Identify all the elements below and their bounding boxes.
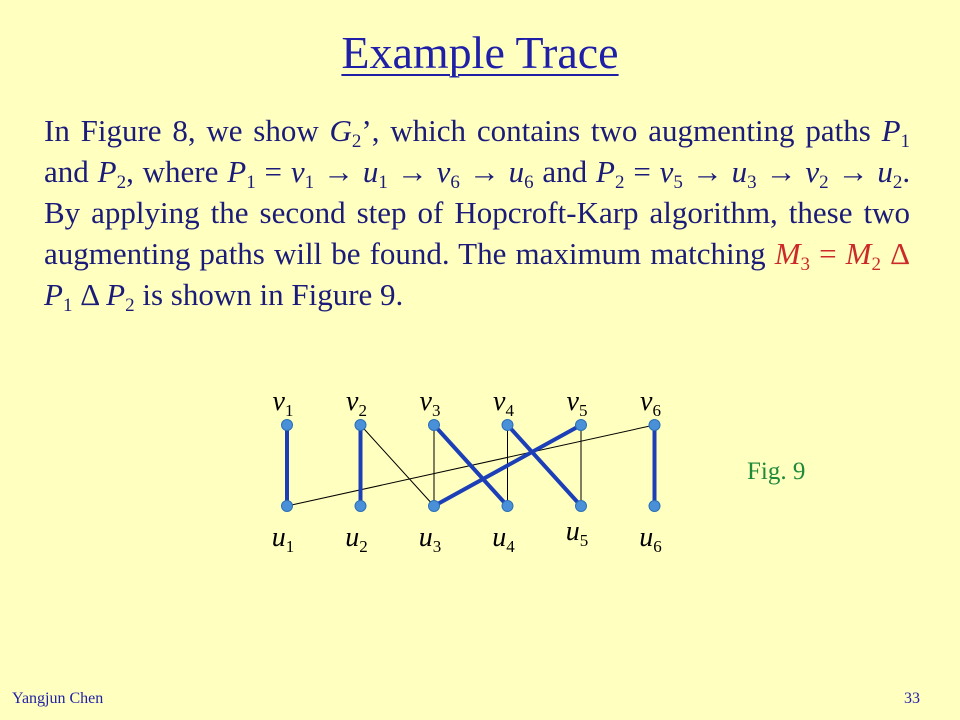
paragraph-run: 1 [378, 172, 388, 193]
node-label-letter: u [565, 516, 580, 547]
paragraph-run: P [227, 154, 247, 189]
node-u1 [282, 501, 293, 512]
paragraph-run: = [255, 154, 291, 189]
node-label-letter: v [419, 386, 432, 417]
paragraph-run: . By applying the second step of Hopcroft-Karp algorithm, these two augmenting paths will be found. The maximum matching [44, 154, 911, 271]
figure-caption: Fig. 9 [747, 458, 806, 485]
node-label-subscript: 2 [359, 537, 368, 556]
matched-edge-v4-u5 [508, 425, 582, 506]
node-label-letter: v [346, 386, 359, 417]
node-label-letter: u [492, 522, 507, 553]
paragraph-run: 2 [125, 295, 135, 316]
paragraph-run: → [459, 154, 509, 189]
node-label-v4 [493, 386, 514, 420]
node-label-u5 [566, 516, 589, 550]
paragraph-run: v [290, 154, 305, 189]
paragraph-run: 2 [351, 131, 362, 152]
node-label-subscript: 4 [505, 401, 514, 420]
paragraph-run: 3 [800, 254, 811, 275]
paragraph-run: 1 [900, 131, 910, 152]
node-label-subscript: 5 [578, 401, 588, 420]
node-label-subscript: 5 [579, 531, 589, 550]
node-label-subscript: 6 [652, 401, 661, 420]
node-label-v6 [640, 386, 661, 420]
paragraph-run: 2 [116, 172, 127, 193]
node-v5 [576, 420, 587, 431]
paragraph-run: → [756, 154, 806, 189]
paragraph-run: = [810, 236, 846, 271]
edge-v2-u3 [361, 425, 435, 506]
node-u4 [502, 501, 513, 512]
paragraph-run: Δ [880, 236, 910, 271]
node-label-v2 [346, 386, 367, 420]
node-v1 [282, 420, 293, 431]
paragraph-run: P [44, 277, 63, 312]
paragraph-run: 2 [819, 172, 829, 193]
node-label-subscript: 3 [431, 401, 441, 420]
paragraph-run: v [805, 154, 820, 189]
matched-edge-v3-u4 [434, 425, 508, 506]
node-label-subscript: 2 [358, 401, 367, 420]
node-label-letter: v [493, 386, 506, 417]
node-label-u2 [345, 522, 368, 556]
paragraph-run: u [362, 154, 379, 189]
paragraph-run: 2 [892, 172, 903, 193]
node-v4 [502, 420, 513, 431]
node-u2 [355, 501, 366, 512]
node-label-u6 [639, 522, 662, 556]
footer-author: Yangjun Chen [12, 690, 104, 707]
paragraph-run: G [329, 113, 352, 148]
paragraph-run: In Figure 8, we show [44, 113, 330, 148]
node-label-v5 [567, 386, 588, 420]
node-label-subscript: 3 [432, 537, 442, 556]
paragraph-run: P [106, 277, 126, 312]
paragraph-run: M [774, 236, 801, 271]
paragraph-run: → [828, 154, 878, 189]
page-number: 33 [904, 690, 920, 707]
paragraph-run: , where [126, 154, 228, 189]
paragraph-run: → [314, 154, 363, 189]
node-label-letter: v [566, 386, 579, 417]
node-label-letter: u [345, 522, 360, 553]
paragraph-run: M [845, 236, 872, 271]
node-u5 [576, 501, 587, 512]
node-label-u3 [419, 522, 442, 556]
node-u3 [429, 501, 440, 512]
node-label-letter: u [271, 522, 286, 553]
node-v6 [649, 420, 660, 431]
node-u6 [649, 501, 660, 512]
paragraph-run: 6 [524, 172, 534, 193]
paragraph-run: → [387, 154, 437, 189]
node-label-subscript: 1 [285, 537, 295, 556]
node-v3 [429, 420, 440, 431]
paragraph-run: u [731, 154, 748, 189]
paragraph-run: P [97, 154, 117, 189]
paragraph-run: is shown in Figure 9. [134, 277, 404, 312]
paragraph-run: 2 [614, 172, 625, 193]
node-label-letter: v [640, 386, 653, 417]
paragraph-run: and [533, 154, 597, 189]
paragraph-run: = [624, 154, 660, 189]
paragraph-run: P [881, 113, 901, 148]
paragraph-run: u [877, 154, 893, 189]
slide-title-text: Example Trace [341, 27, 619, 78]
node-label-subscript: 1 [284, 401, 294, 420]
paragraph-run: → [682, 154, 732, 189]
paragraph-run: 1 [304, 172, 315, 193]
node-v2 [355, 420, 366, 431]
paragraph-run: v [436, 154, 451, 189]
paragraph-run: ’, which contains two augmenting paths [361, 113, 882, 148]
paragraph-run: 6 [450, 172, 460, 193]
node-label-v1 [273, 386, 294, 420]
node-label-u4 [492, 522, 515, 556]
node-label-letter: v [272, 386, 285, 417]
node-label-u1 [272, 522, 295, 556]
node-label-v3 [420, 386, 441, 420]
paragraph-run: Δ [72, 277, 107, 312]
node-label-subscript: 6 [653, 537, 662, 556]
paragraph-run: P [596, 154, 615, 189]
node-label-letter: u [639, 522, 654, 553]
paragraph-run: 3 [747, 172, 757, 193]
node-label-letter: u [418, 522, 433, 553]
paragraph-run: 2 [871, 254, 881, 275]
paragraph-run: and [44, 154, 98, 189]
paragraph-run: 5 [673, 172, 683, 193]
paragraph-run: 1 [62, 295, 73, 316]
paragraph-run: v [659, 154, 674, 189]
paragraph-run: 1 [246, 172, 256, 193]
paragraph-run: u [508, 154, 525, 189]
node-label-subscript: 4 [506, 537, 515, 556]
